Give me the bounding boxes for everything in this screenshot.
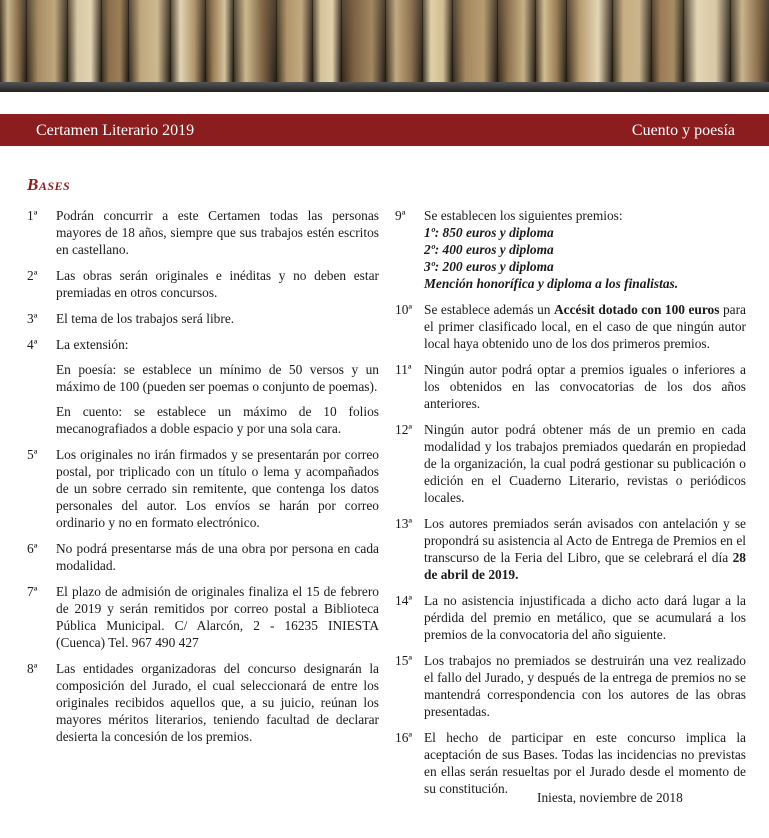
book-spine xyxy=(497,0,536,82)
rule-text: Los originales no irán firmados y se presentarán por correo postal, por triplicado con un título o lema y acompañados de un sobre cerrado sin remitente, que contenga los datos personales del autor. Los envíos se harán por correo ordinario y no en formato electrónico. xyxy=(56,447,379,530)
book-spine xyxy=(683,0,731,82)
rule-9-intro: Se establecen los siguientes premios: xyxy=(424,208,623,223)
rule-text: Ningún autor podrá optar a premios iguales o inferiores a los obtenidos en las convocatorias de los dos años anteriores. xyxy=(424,362,746,411)
certamen-title: Certamen Literario 2019 xyxy=(36,122,195,139)
rule-number: 4ª xyxy=(27,337,38,352)
rule-text: En cuento: se establece un máximo de 10 folios mecanografiados a doble espacio y por una sola cara. xyxy=(56,404,379,436)
title-bar xyxy=(0,114,769,146)
rule-number: 3ª xyxy=(27,311,38,326)
rule-text: Las obras serán originales e inéditas y no deben estar premiadas en otros concursos. xyxy=(56,268,379,300)
book-spine xyxy=(0,0,27,82)
rule-8 xyxy=(27,660,379,745)
rule-13-text: Los autores premiados serán avisados con antelación y se propondrá su asistencia al Acto de Entrega de Premios en el transcurso de la Feria del Libro, que se celebrará el día xyxy=(424,516,746,565)
prize-third: 3º: 200 euros y diploma xyxy=(424,259,554,274)
book-spine xyxy=(67,0,102,82)
rule-number: 14ª xyxy=(395,593,413,608)
book-spine xyxy=(128,0,171,82)
book-spine xyxy=(566,0,613,82)
rule-1 xyxy=(27,207,379,258)
book-spine xyxy=(612,0,652,82)
rule-7 xyxy=(27,583,379,651)
book-spine xyxy=(422,0,453,82)
rule-number: 16ª xyxy=(395,730,413,745)
books-banner-image xyxy=(0,0,769,82)
rule-text: En poesía: se establece un mínimo de 50 versos y un máximo de 100 (pueden ser poemas o conjunto de poemas). xyxy=(56,362,379,394)
rule-5 xyxy=(27,446,379,531)
book-spine xyxy=(535,0,567,82)
rule-number: 11ª xyxy=(395,362,412,377)
left-column xyxy=(27,207,379,754)
rule-10-accesit: Accésit dotado con 100 euros xyxy=(553,302,720,317)
rule-number: 10ª xyxy=(395,302,413,317)
book-spine xyxy=(341,0,386,82)
place-date: Iniesta, noviembre de 2018 xyxy=(537,790,683,805)
rule-10-text-pre: Se establece además un xyxy=(424,302,554,317)
rule-15 xyxy=(395,652,746,720)
rule-16 xyxy=(395,729,746,797)
rule-10 xyxy=(395,301,746,352)
book-spine xyxy=(730,0,769,82)
rule-number: 5ª xyxy=(27,447,38,462)
book-spine xyxy=(385,0,423,82)
rule-9 xyxy=(395,207,746,292)
book-spine xyxy=(452,0,498,82)
rule-number: 6ª xyxy=(27,541,38,556)
prize-second: 2º: 400 euros y diploma xyxy=(424,242,554,257)
book-spine xyxy=(651,0,684,82)
rule-10-text-post: para el primer clasificado local, en el caso de que ningún autor local haya obtenido uno de los dos primeros premios. xyxy=(424,302,747,351)
book-spine xyxy=(170,0,206,82)
book-spine xyxy=(233,0,277,82)
rule-text: El hecho de participar en este concurso implica la aceptación de sus Bases. Todas las incidencias no previstas en ellas serán resueltas por el Jurado desde el momento de su constitución. xyxy=(424,730,746,796)
rule-text: La no asistencia injustificada a dicho acto dará lugar a la pérdida del premio en metálico, que se acumulará a los premios de la convocatoria del año siguiente. xyxy=(424,593,746,642)
rule-text: No podrá presentarse más de una obra por persona en cada modalidad. xyxy=(56,541,379,573)
rule-4 xyxy=(27,336,379,437)
prize-first: 1º: 850 euros y diploma xyxy=(424,225,554,240)
rule-3 xyxy=(27,310,379,327)
book-spine xyxy=(26,0,68,82)
book-spine xyxy=(312,0,342,82)
rule-number: 8ª xyxy=(27,661,38,676)
rule-number: 1ª xyxy=(27,208,38,223)
divider-bar xyxy=(0,82,769,92)
rule-text: Los trabajos no premiados se destruirán una vez realizado el fallo del Jurado, y después de la entrega de premios no se mantendrá correspondencia con los autores de las obras presentadas. xyxy=(424,653,746,719)
rule-text: El plazo de admisión de originales finaliza el 15 de febrero de 2019 y serán remitidos por correo postal a Biblioteca Pública Municipal. C/ Alarcón, 2 - 16235 INIESTA (Cuenca) Tel. 967 490 427 xyxy=(56,584,379,650)
rule-13-date: 28 de abril de 2019. xyxy=(424,550,746,582)
rule-14 xyxy=(395,592,746,643)
rule-number: 13ª xyxy=(395,516,413,531)
category-title: Cuento y poesía xyxy=(631,122,735,139)
rule-text: Las entidades organizadoras del concurso designarán la composición del Jurado, el cual seleccionará de entre los originales recibidos aquellos que, a su juicio, reúnan los mayores méritos literarios, teniendo facultad de declarar desierta la concesión de los premios. xyxy=(56,661,379,744)
rule-text: Ningún autor podrá obtener más de un premio en cada modalidad y los trabajos premiados quedarán en propiedad de la organización, la cual podrá gestionar su publicación o edición en el Cuaderno Literario, revistas o periódicos locales. xyxy=(424,422,746,505)
rule-text: La extensión: xyxy=(56,337,129,352)
rule-13 xyxy=(395,515,746,583)
book-spine xyxy=(276,0,313,82)
rule-number: 2ª xyxy=(27,268,38,283)
prize-mention: Mención honorífica y diploma a los finalistas. xyxy=(424,276,679,291)
rule-12 xyxy=(395,421,746,506)
rule-text: Podrán concurrir a este Certamen todas las personas mayores de 18 años, siempre que sus trabajos estén escritos en castellano. xyxy=(56,208,379,257)
rule-6 xyxy=(27,540,379,574)
book-spine xyxy=(205,0,234,82)
right-column xyxy=(395,207,746,806)
rule-number: 7ª xyxy=(27,584,38,599)
bases-heading: Bases xyxy=(27,175,71,194)
rule-number: 15ª xyxy=(395,653,413,668)
book-spine xyxy=(101,0,129,82)
rule-11 xyxy=(395,361,746,412)
rule-number: 9ª xyxy=(395,208,406,223)
rule-text: El tema de los trabajos será libre. xyxy=(56,311,235,326)
rule-2 xyxy=(27,267,379,301)
rule-number: 12ª xyxy=(395,422,413,437)
